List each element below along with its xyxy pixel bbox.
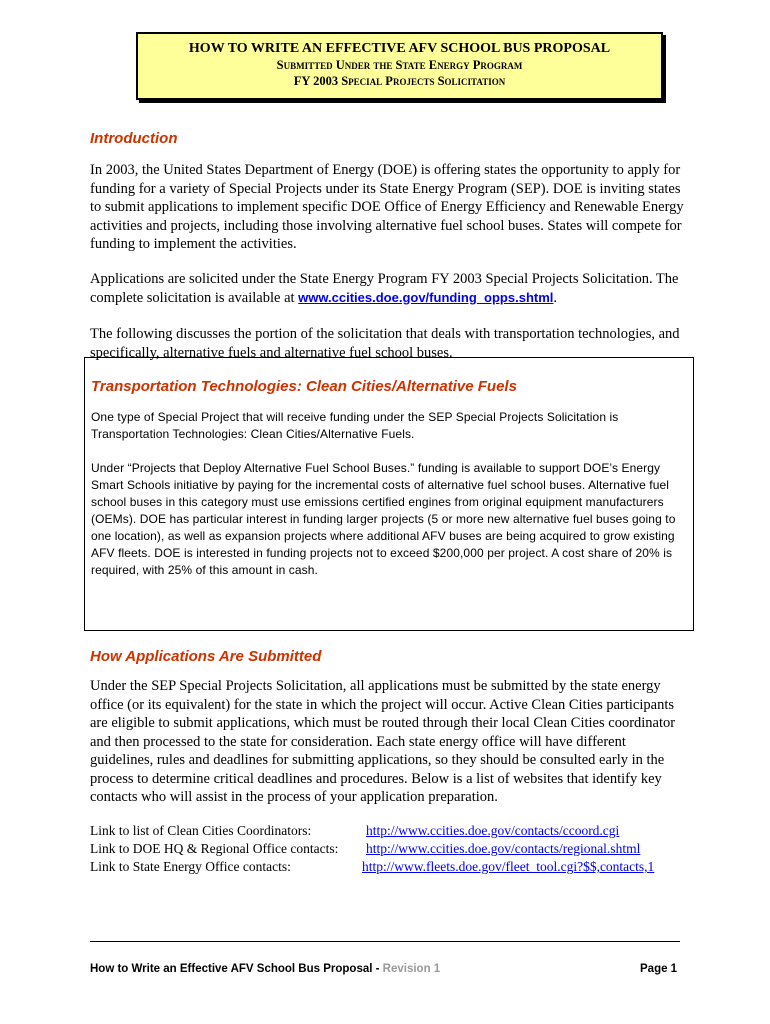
regional-office-contacts-link[interactable]: http://www.ccities.doe.gov/contacts/regional.shtml [366, 841, 641, 856]
solicitation-link[interactable]: www.ccities.doe.gov/funding_opps.shtml [298, 289, 554, 305]
transportation-box [84, 357, 694, 631]
applications-heading: How Applications Are Submitted [90, 648, 322, 665]
link-label: Link to list of Clean Cities Coordinators: [90, 823, 312, 838]
title-box [136, 32, 663, 100]
transportation-heading: Transportation Technologies: Clean Cities/Alternative Fuels [91, 378, 517, 395]
link-label: Link to State Energy Office contacts: [90, 859, 291, 874]
clean-cities-coordinators-link[interactable]: http://www.ccities.doe.gov/contacts/ccoord.cgi [366, 823, 620, 838]
applications-paragraph: Under the SEP Special Projects Solicitation, all applications must be submitted by the state energy office (or its equivalent) for the state in which the project will occur. Active Clean Cities participants are eligible to submit applications, which must be routed through their local Clean Cities coordinator and then processed to the state for consideration. Each state energy office will have different guidelines, rules and deadlines for submitting applications, so they should be consulted early in the process to determine critical deadlines and procedures. Below is a list of websites that identify key contacts who will assist in the process of your application preparation. [90, 678, 676, 805]
footer-divider [90, 941, 680, 942]
introduction-paragraph-3: The following discusses the portion of the solicitation that deals with transportation technologies, and specifically, alternative fuels and alternative fuel school buses. [90, 326, 680, 361]
footer-revision: Revision 1 [382, 963, 441, 975]
state-energy-office-contacts-link[interactable]: http://www.fleets.doe.gov/fleet_tool.cgi?$$,contacts,1 [362, 859, 655, 874]
page-number: Page 1 [640, 963, 678, 975]
footer-title-text: How to Write an Effective AFV School Bus Proposal - [90, 963, 383, 975]
introduction-paragraph-2-text: Applications are solicited under the State Energy Program FY 2003 Special Projects Solicitation. The complete solicitation is available at [90, 271, 679, 306]
introduction-heading: Introduction [90, 130, 178, 147]
document-subtitle: Submitted Under the State Energy Program [276, 58, 523, 72]
link-label: Link to DOE HQ & Regional Office contacts: [90, 841, 339, 856]
footer-title [90, 963, 440, 975]
transportation-paragraph-2: Under “Projects that Deploy Alternative Fuel School Buses.” funding is available to support DOE’s Energy Smart Schools initiative by paying for the incremental costs of alternative fuel school buses. Alternative fuel school buses in this category must use emissions certified engines from original equipment manufacturers (OEMs). DOE has particular interest in funding larger projects (5 or more new alternative fuel buses going to one location), as well as expansion projects where additional AFV buses are being acquired to grow existing AFV fleets. DOE is interested in funding projects not to exceed $200,000 per project. A cost share of 20% is required, with 25% of this amount in cash. [91, 461, 676, 577]
introduction-paragraph-2 [90, 270, 690, 307]
document-solicitation: FY 2003 Special Projects Solicitation [293, 74, 506, 88]
period: . [553, 289, 558, 306]
transportation-paragraph-1: One type of Special Project that will receive funding under the SEP Special Projects Solicitation is Transportation Technologies: Clean Cities/Alternative Fuels. [91, 410, 619, 441]
document-title: HOW TO WRITE AN EFFECTIVE AFV SCHOOL BUS PROPOSAL [188, 41, 611, 56]
introduction-paragraph-1: In 2003, the United States Department of Energy (DOE) is offering states the opportunity to apply for funding for a variety of Special Projects under its State Energy Program (SEP). DOE is inviting states to submit applications to implement specific DOE Office of Energy Efficiency and Renewable Energy activities and projects, including those involving alternative fuel school buses. States will compete for funding to implement the activities. [90, 162, 684, 252]
